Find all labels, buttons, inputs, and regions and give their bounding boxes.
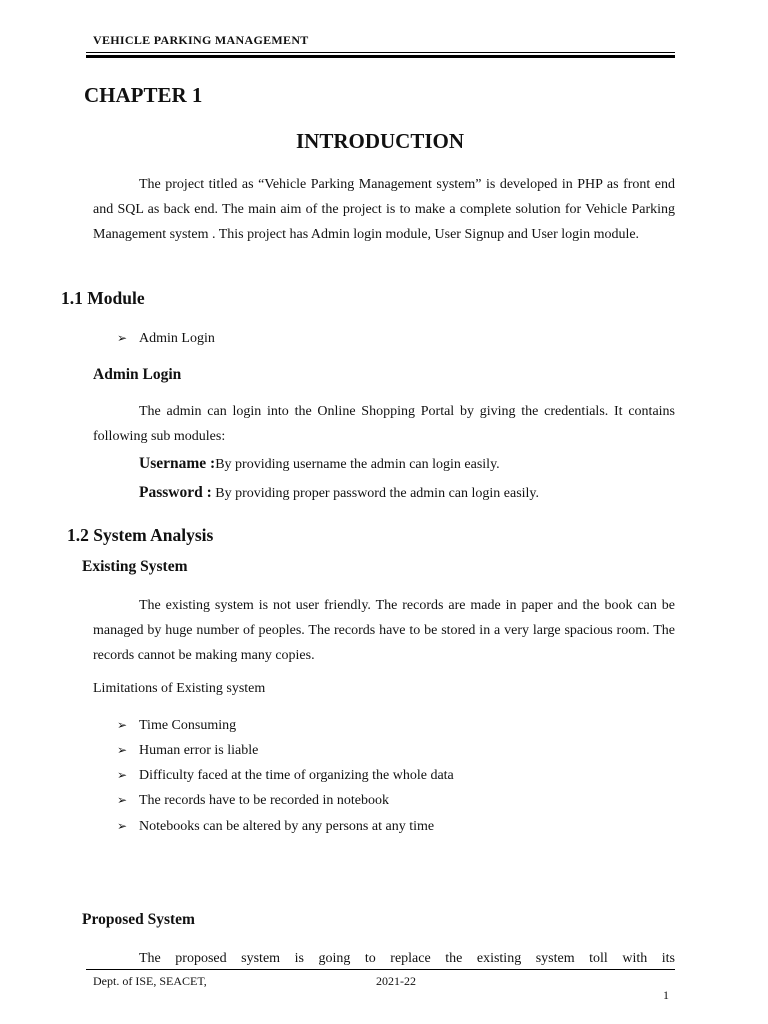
- limitation-text: The records have to be recorded in notebook: [139, 793, 389, 808]
- page-number: 1: [663, 988, 669, 1002]
- password-text: By providing proper password the admin can login easily.: [211, 486, 540, 501]
- limitation-item: [117, 716, 236, 735]
- arrowhead-bullet-icon: ➢: [117, 793, 128, 807]
- limitations-label: Limitations of Existing system: [93, 681, 266, 696]
- limitation-item: [117, 741, 258, 760]
- arrowhead-bullet-icon: ➢: [117, 743, 128, 757]
- username-text: By providing username the admin can login easily.: [215, 457, 500, 472]
- header-rule-thick: [86, 55, 675, 58]
- limitation-item: [117, 766, 454, 785]
- limitation-text: Time Consuming: [139, 718, 237, 733]
- existing-system-heading: Existing System: [82, 558, 188, 575]
- chapter-title: INTRODUCTION: [295, 129, 465, 153]
- limitation-text: Notebooks can be altered by any persons at any time: [139, 819, 435, 834]
- limitation-text: Human error is liable: [139, 743, 259, 758]
- module-bullet-item: [117, 329, 215, 348]
- proposed-system-heading: Proposed System: [82, 911, 195, 928]
- password-label: Password :: [139, 484, 212, 501]
- footer-rule: [86, 969, 675, 970]
- arrowhead-bullet-icon: ➢: [117, 331, 128, 345]
- running-header: VEHICLE PARKING MANAGEMENT: [93, 33, 309, 47]
- arrowhead-bullet-icon: ➢: [117, 718, 128, 732]
- limitation-item: [117, 791, 389, 810]
- admin-login-heading: Admin Login: [93, 366, 182, 383]
- footer-dept: Dept. of ISE, SEACET,: [93, 974, 207, 988]
- arrowhead-bullet-icon: ➢: [117, 819, 128, 833]
- intro-paragraph: The project titled as “Vehicle Parking Management system” is developed in PHP as front end and SQL as back end. The main aim of the project is to make a complete solution for Vehicle Parking Management system . This project has Admin login module, User Signup and User login module.: [93, 177, 675, 242]
- limitation-item: [117, 817, 434, 836]
- username-line: [139, 455, 500, 473]
- proposed-system-paragraph: The proposed system is going to replace the existing system toll with its: [139, 951, 675, 966]
- limitation-text: Difficulty faced at the time of organizing the whole data: [139, 768, 454, 783]
- header-rule-thin: [86, 52, 675, 53]
- analysis-heading: 1.2 System Analysis: [67, 525, 214, 545]
- admin-login-paragraph: The admin can login into the Online Shopping Portal by giving the credentials. It contains following sub modules:: [93, 404, 675, 444]
- password-line: [139, 484, 539, 502]
- module-bullet-text: Admin Login: [139, 331, 215, 346]
- chapter-label: CHAPTER 1: [84, 83, 203, 107]
- arrowhead-bullet-icon: ➢: [117, 768, 128, 782]
- username-label: Username :: [139, 455, 216, 472]
- footer-year: 2021-22: [376, 974, 416, 988]
- existing-system-paragraph: The existing system is not user friendly. The records are made in paper and the book can be managed by huge number of peoples. The records have to be stored in a very large spacious room. The records cannot be making many copies.: [93, 598, 675, 663]
- module-heading: 1.1 Module: [61, 288, 145, 308]
